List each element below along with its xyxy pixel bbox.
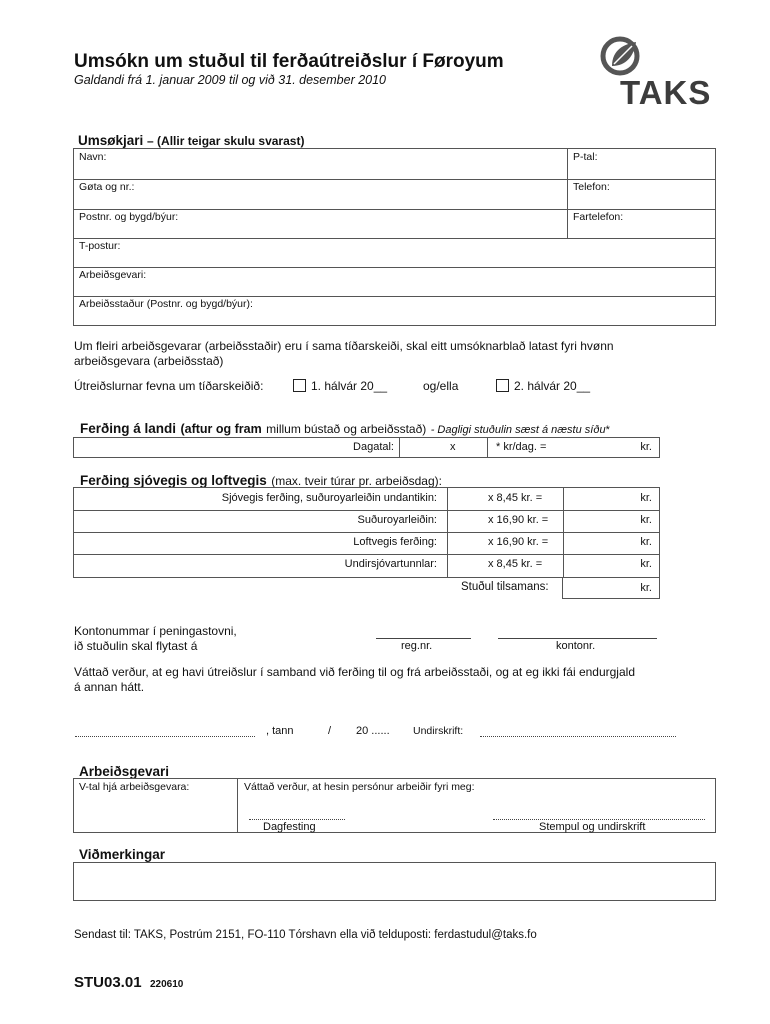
or-label: og/ella xyxy=(423,379,459,393)
dagatal-label: Dagatal: xyxy=(353,441,394,453)
land-kr[interactable]: kr. xyxy=(640,441,652,453)
checkbox-icon[interactable] xyxy=(293,379,306,392)
land-rate: * kr/dag. = xyxy=(496,441,547,453)
bank-line-2: ið stuðulin skal flytast á xyxy=(74,639,198,653)
form-code: STU03.01 220610 xyxy=(74,974,184,991)
sea-row-label: Sjóvegis ferðing, suðuroyarleiðin undantikin: xyxy=(221,492,437,504)
applicant-row xyxy=(74,296,715,326)
regnr-input[interactable] xyxy=(376,638,471,639)
remarks-heading: Viðmerkingar xyxy=(79,847,166,862)
ptal-field[interactable]: P-tal: xyxy=(573,151,598,163)
sea-row-label: Loftvegis ferðing: xyxy=(353,536,437,548)
employer-field[interactable]: Arbeiðsgevari: xyxy=(79,269,147,281)
kontonr-input[interactable] xyxy=(498,638,657,639)
applicant-row xyxy=(74,149,715,180)
period-option-1[interactable]: 1. hálvár 20__ xyxy=(293,379,387,393)
date-slash: / xyxy=(328,725,332,737)
applicant-row xyxy=(74,238,715,268)
applicant-row xyxy=(74,267,715,297)
applicant-table xyxy=(73,148,716,326)
street-field[interactable]: Gøta og nr.: xyxy=(79,181,135,193)
applicant-heading: Umsøkjari – (Allir teigar skulu svarast) xyxy=(78,133,305,148)
email-field[interactable]: T-postur: xyxy=(79,240,121,252)
bank-line-1: Kontonummar í peningastovni, xyxy=(74,624,237,638)
date-label: Dagfesting xyxy=(263,821,316,833)
total-box xyxy=(562,577,660,599)
checkbox-icon[interactable] xyxy=(496,379,509,392)
total-label: Stuðul tilsamans: xyxy=(461,581,549,593)
remarks-input[interactable] xyxy=(73,862,716,901)
year-field[interactable]: 20 ...... xyxy=(356,725,390,737)
times-sign: x xyxy=(450,441,456,453)
sea-heading: Ferðing sjóvegis og loftvegis (max. tveir túrar pr. arbeiðsdag): xyxy=(80,473,442,488)
declaration-line-1: Váttað verður, at eg havi útreiðslur í samband við ferðing til og frá arbeiðsstaði, og at eg ikki fái endurgjald xyxy=(74,665,635,679)
vtal-field[interactable]: V-tal hjá arbeiðsgevara: xyxy=(79,781,190,793)
regnr-label: reg.nr. xyxy=(401,640,433,652)
sea-row-kr[interactable]: kr. xyxy=(640,514,652,526)
period-option-2[interactable]: 2. hálvár 20__ xyxy=(496,379,590,393)
signature-label: Undirskrift: xyxy=(413,725,464,737)
period-label: Útreiðslurnar fevna um tíðarskeiðið: xyxy=(74,379,264,393)
applicant-row xyxy=(74,209,715,239)
sea-row-rate: x 8,45 kr. = xyxy=(488,558,543,570)
info-line-1: Um fleiri arbeiðsgevarar (arbeiðsstaðir) eru í sama tíðarskeiði, skal eitt umsóknarblað latast fyri hvønn xyxy=(74,339,614,353)
sea-table xyxy=(73,487,660,578)
land-heading: Ferðing á landi (aftur og fram millum bústað og arbeiðsstað) - Dagligi stuðulin sæst á næstu síðu* xyxy=(80,421,610,436)
sea-row xyxy=(74,510,659,533)
send-address: Sendast til: TAKS, Postrúm 2151, FO-110 Tórshavn ella við telduposti: ferdastudul@taks.fo xyxy=(74,929,537,941)
mobile-field[interactable]: Fartelefon: xyxy=(573,211,624,223)
logo-text: TAKS xyxy=(620,74,712,111)
date-input[interactable] xyxy=(249,819,345,820)
sea-row-kr[interactable]: kr. xyxy=(640,536,652,548)
workplace-field[interactable]: Arbeiðsstaður (Postnr. og bygd/býur): xyxy=(79,298,253,310)
employer-heading: Arbeiðsgevari xyxy=(79,764,170,779)
sea-row xyxy=(74,554,659,577)
place-input[interactable] xyxy=(75,736,255,737)
sea-row-kr[interactable]: kr. xyxy=(640,558,652,570)
applicant-row xyxy=(74,179,715,210)
tann-label: , tann xyxy=(266,725,294,737)
sea-row xyxy=(74,532,659,555)
sea-row xyxy=(74,488,659,511)
name-field[interactable]: Navn: xyxy=(79,151,107,163)
phone-field[interactable]: Telefon: xyxy=(573,181,610,193)
employer-table xyxy=(73,778,716,833)
form-title: Umsókn um stuðul til ferðaútreiðslur í Føroyum xyxy=(74,51,504,72)
sea-row-label: Suðuroyarleiðin: xyxy=(357,514,437,526)
sea-row-kr[interactable]: kr. xyxy=(640,492,652,504)
leaf-icon xyxy=(600,36,642,76)
declaration-line-2: á annan hátt. xyxy=(74,680,145,694)
sea-row-label: Undirsjóvartunnlar: xyxy=(344,558,437,570)
stamp-input[interactable] xyxy=(493,819,705,820)
land-table xyxy=(73,437,660,458)
kontonr-label: kontonr. xyxy=(556,640,596,652)
sea-row-rate: x 16,90 kr. = xyxy=(488,514,549,526)
total-kr[interactable]: kr. xyxy=(640,582,652,594)
signature-input[interactable] xyxy=(480,736,676,737)
info-line-2: arbeiðsgevara (arbeiðsstað) xyxy=(74,354,224,368)
taks-logo xyxy=(596,36,736,111)
sea-row-rate: x 16,90 kr. = xyxy=(488,536,549,548)
postal-field[interactable]: Postnr. og bygd/býur: xyxy=(79,211,179,223)
stamp-label: Stempul og undirskrift xyxy=(539,821,646,833)
form-validity: Galdandi frá 1. januar 2009 til og við 31. desember 2010 xyxy=(74,73,387,87)
employer-confirm-label: Váttað verður, at hesin persónur arbeiðir fyri meg: xyxy=(244,781,475,793)
sea-row-rate: x 8,45 kr. = xyxy=(488,492,543,504)
